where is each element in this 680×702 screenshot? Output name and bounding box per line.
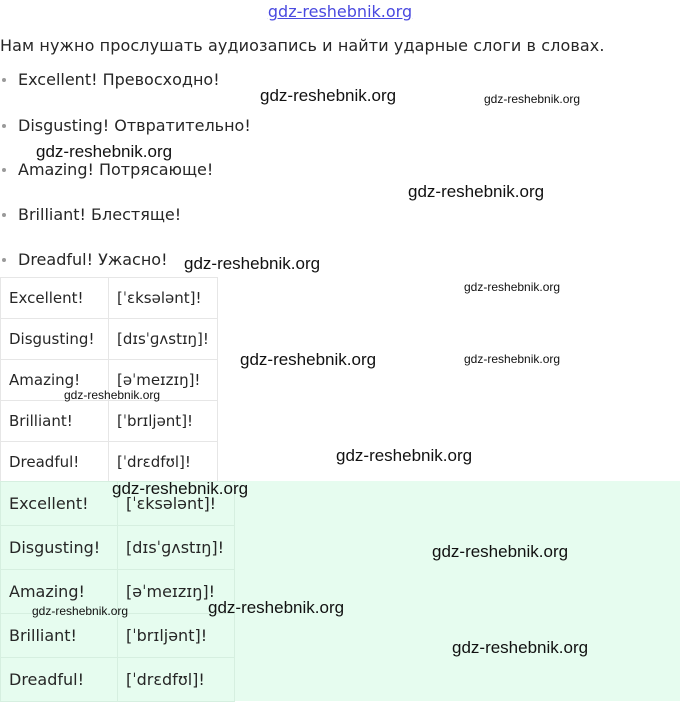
site-link[interactable]: gdz-reshebnik.org: [267, 2, 413, 21]
bullet-icon: [2, 124, 6, 128]
transcription-cell: [ˈɛksələnt]!: [118, 482, 235, 526]
transcription-cell: [əˈmeɪzɪŋ]!: [118, 570, 235, 614]
list-item: [18, 70, 220, 89]
word-cell: Amazing!: [1, 570, 118, 614]
watermark: gdz-reshebnik.org: [452, 638, 589, 657]
transcription-table: [0, 277, 218, 483]
transcription-cell: [dɪsˈɡʌstɪŋ]!: [109, 319, 218, 360]
list-item: [18, 250, 168, 269]
bullet-icon: [2, 258, 6, 262]
watermark: gdz-reshebnik.org: [464, 352, 561, 366]
bullet-icon: [2, 213, 6, 217]
watermark: gdz-reshebnik.org: [432, 542, 569, 561]
word-cell: Brilliant!: [1, 614, 118, 658]
word-cell: Excellent!: [1, 482, 118, 526]
table-row: [1, 658, 235, 702]
list-item: [18, 205, 181, 224]
table-row: [1, 401, 218, 442]
watermark: gdz-reshebnik.org: [464, 280, 561, 294]
list-item-text: Disgusting! Отвратительно!: [18, 116, 251, 135]
transcription-cell: [ˈbrɪljənt]!: [118, 614, 235, 658]
task-instruction: Нам нужно прослушать аудиозапись и найти ударные слоги в словах.: [0, 36, 605, 55]
watermark: gdz-reshebnik.org: [208, 598, 345, 617]
watermark: gdz-reshebnik.org: [408, 182, 545, 201]
transcription-cell: [ˈɛksələnt]!: [109, 278, 218, 319]
word-cell: Amazing!: [1, 360, 109, 401]
list-item-text: Amazing! Потрясающе!: [18, 160, 214, 179]
transcription-cell: [ˈdrɛdfʊl]!: [109, 442, 218, 483]
word-cell: Dreadful!: [1, 442, 109, 483]
transcription-cell: [ˈdrɛdfʊl]!: [118, 658, 235, 702]
word-cell: Disgusting!: [1, 526, 118, 570]
word-cell: Brilliant!: [1, 401, 109, 442]
watermark: gdz-reshebnik.org: [336, 446, 473, 465]
table-row: [1, 614, 235, 658]
list-item-text: Dreadful! Ужасно!: [18, 250, 168, 269]
watermark: gdz-reshebnik.org: [112, 479, 249, 498]
list-item-text: Excellent! Превосходно!: [18, 70, 220, 89]
word-cell: Disgusting!: [1, 319, 109, 360]
list-item: [18, 160, 213, 179]
table-row: [1, 278, 218, 319]
watermark: gdz-reshebnik.org: [36, 142, 173, 161]
watermark: gdz-reshebnik.org: [240, 350, 377, 369]
watermark: gdz-reshebnik.org: [260, 86, 397, 105]
transcription-table-highlighted: [0, 481, 235, 702]
watermark: gdz-reshebnik.org: [484, 92, 581, 106]
list-item-text: Brilliant! Блестяще!: [18, 205, 182, 224]
bullet-icon: [2, 78, 6, 82]
table-row: [1, 526, 235, 570]
watermark: gdz-reshebnik.org: [32, 604, 129, 618]
bullet-icon: [2, 168, 6, 172]
transcription-cell: [dɪsˈɡʌstɪŋ]!: [118, 526, 235, 570]
transcription-cell: [ˈbrɪljənt]!: [109, 401, 218, 442]
list-item: [18, 116, 251, 135]
transcription-cell: [əˈmeɪzɪŋ]!: [109, 360, 218, 401]
word-cell: Excellent!: [1, 278, 109, 319]
watermark: gdz-reshebnik.org: [184, 254, 321, 273]
table-row: [1, 319, 218, 360]
word-cell: Dreadful!: [1, 658, 118, 702]
watermark: gdz-reshebnik.org: [64, 388, 161, 402]
table-row: [1, 442, 218, 483]
